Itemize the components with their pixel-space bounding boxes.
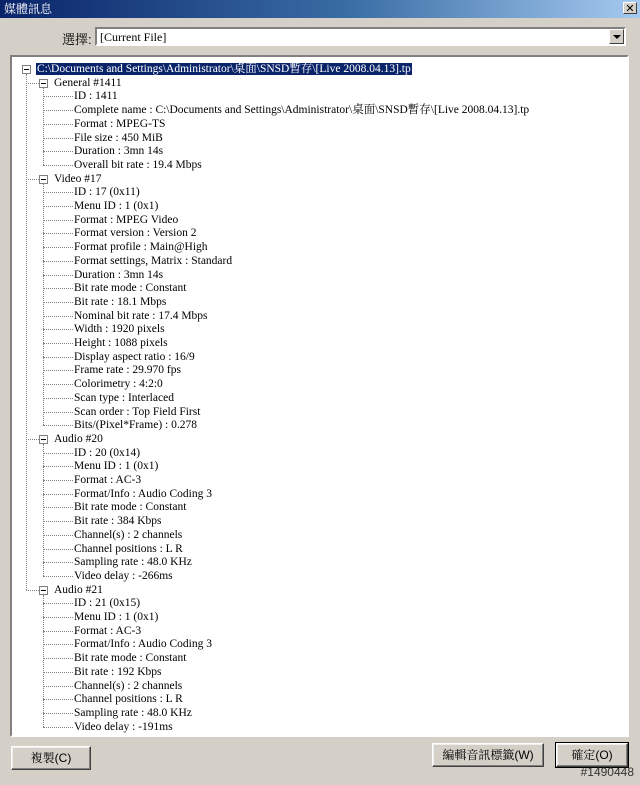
tree-item-label: Format/Info : Audio Coding 3: [74, 638, 212, 651]
tree-item-label: Bit rate : 384 Kbps: [74, 515, 162, 528]
tree-connector: [26, 179, 39, 180]
window-title: 媒體訊息: [4, 2, 53, 16]
tree-item-row[interactable]: [74, 624, 141, 638]
tree-connector: [43, 727, 73, 728]
media-info-tree[interactable]: [10, 55, 629, 737]
tree-item-label: Display aspect ratio : 16/9: [74, 350, 195, 363]
tree-group-label: Audio #21: [54, 583, 103, 596]
tree-item-row[interactable]: [74, 268, 163, 282]
tree-connector: [43, 658, 73, 659]
tree-item-row[interactable]: [74, 500, 186, 514]
tree-item-label: Format version : Version 2: [74, 227, 197, 240]
tree-item-label: Bit rate mode : Constant: [74, 282, 187, 295]
tree-connector: [43, 247, 73, 248]
tree-item-row[interactable]: [74, 637, 212, 651]
tree-item-row[interactable]: [74, 706, 192, 720]
tree-item-label: Sampling rate : 48.0 KHz: [74, 556, 192, 569]
collapse-icon[interactable]: [39, 175, 48, 184]
tree-item-row[interactable]: [74, 610, 158, 624]
tree-item-row[interactable]: [74, 569, 173, 583]
tree-item-row[interactable]: [74, 226, 196, 240]
tree-item-row[interactable]: [74, 363, 181, 377]
tree-item-row[interactable]: [74, 117, 165, 131]
tree-connector: [43, 603, 73, 604]
tree-item-label: Sampling rate : 48.0 KHz: [74, 706, 192, 719]
tree-group-row[interactable]: [54, 172, 102, 186]
tree-connector: [43, 316, 73, 317]
tree-connector: [43, 672, 73, 673]
tree-item-label: Video delay : -191ms: [74, 720, 173, 733]
tree-item-row[interactable]: [74, 185, 140, 199]
tree-connector: [26, 74, 27, 590]
tree-connector: [43, 444, 44, 576]
tree-connector: [43, 206, 73, 207]
tree-connector: [43, 521, 73, 522]
tree-group-row[interactable]: [54, 432, 103, 446]
collapse-icon[interactable]: [22, 65, 31, 74]
chevron-down-icon[interactable]: [609, 29, 624, 44]
tree-group-row[interactable]: [54, 76, 122, 90]
tree-item-label: Bits/(Pixel*Frame) : 0.278: [74, 419, 197, 432]
tree-connector: [43, 617, 73, 618]
tree-connector: [43, 357, 73, 358]
tree-item-label: Bit rate mode : Constant: [74, 652, 187, 665]
tree-connector: [43, 466, 73, 467]
tree-connector: [43, 549, 73, 550]
tree-item-row[interactable]: [74, 131, 163, 145]
tree-item-label: Bit rate mode : Constant: [74, 501, 187, 514]
selector-value: [Current File]: [100, 30, 167, 44]
edit-audio-tags-button[interactable]: [432, 743, 544, 767]
tree-item-label: ID : 17 (0x11): [74, 186, 140, 199]
tree-connector: [43, 507, 73, 508]
tree-connector: [43, 713, 73, 714]
tree-connector: [43, 302, 73, 303]
title-bar: [0, 0, 640, 18]
tree-item-row[interactable]: [74, 240, 208, 254]
tree-item-label: Channel positions : L R: [74, 542, 183, 555]
tree-item-label: Format/Info : Audio Coding 3: [74, 487, 212, 500]
tree-item-row[interactable]: [74, 459, 158, 473]
tree-item-row[interactable]: [74, 446, 140, 460]
tree-connector: [43, 480, 73, 481]
tree-item-row[interactable]: [74, 665, 162, 679]
tree-item-label: Frame rate : 29.970 fps: [74, 364, 181, 377]
tree-item-row[interactable]: [74, 651, 186, 665]
tree-item-label: Menu ID : 1 (0x1): [74, 200, 159, 212]
tree-item-row[interactable]: [74, 254, 232, 268]
tree-item-row[interactable]: [74, 322, 165, 336]
tree-item-row[interactable]: [74, 89, 118, 103]
ok-button[interactable]: [556, 743, 628, 767]
tree-item-row[interactable]: [74, 158, 202, 172]
tree-connector: [43, 398, 73, 399]
tree-item-label: Channel(s) : 2 channels: [74, 679, 183, 692]
tree-item-label: Colorimetry : 4:2:0: [74, 378, 163, 391]
tree-item-row[interactable]: [74, 418, 197, 432]
tree-connector: [43, 124, 73, 125]
tree-item-label: Scan type : Interlaced: [74, 391, 174, 404]
tree-connector: [43, 165, 73, 166]
tree-item-label: Menu ID : 1 (0x1): [74, 460, 159, 473]
tree-connector: [43, 151, 73, 152]
tree-group-label: Video #17: [54, 172, 102, 185]
tree-item-row[interactable]: [74, 336, 168, 350]
tree-connector: [26, 439, 39, 440]
copy-button-label: 複製(C): [30, 751, 72, 765]
tree-item-label: Format settings, Matrix : Standard: [74, 254, 233, 267]
tree-connector: [43, 425, 73, 426]
tree-connector: [43, 562, 73, 563]
tree-connector: [43, 275, 73, 276]
tree-item-row[interactable]: [74, 199, 158, 213]
tree-item-label: Format : AC-3: [74, 474, 142, 486]
tree-connector: [43, 494, 73, 495]
tree-item-label: Bit rate : 18.1 Mbps: [74, 295, 167, 308]
tree-connector: [43, 96, 73, 97]
tree-item-row[interactable]: [74, 555, 192, 569]
tree-connector: [43, 261, 73, 262]
tree-item-row[interactable]: [74, 350, 195, 364]
tree-item-label: File size : 450 MiB: [74, 131, 163, 144]
tree-content: [12, 57, 627, 735]
tree-root-row[interactable]: [36, 62, 412, 76]
tree-item-row[interactable]: [74, 295, 166, 309]
tree-item-label: ID : 20 (0x14): [74, 446, 141, 459]
watermark-id: #1490448: [580, 765, 634, 779]
collapse-icon[interactable]: [39, 435, 48, 444]
collapse-icon[interactable]: [39, 586, 48, 595]
tree-item-row[interactable]: [74, 405, 200, 419]
tree-item-label: Height : 1088 pixels: [74, 337, 168, 349]
tree-item-label: Scan order : Top Field First: [74, 405, 201, 418]
tree-connector: [43, 595, 44, 727]
tree-item-label: Bit rate : 192 Kbps: [74, 665, 162, 678]
tree-item-row[interactable]: [74, 281, 186, 295]
tree-item-label: Nominal bit rate : 17.4 Mbps: [74, 309, 208, 322]
tree-item-row[interactable]: [74, 528, 182, 542]
tree-item-row[interactable]: [74, 692, 183, 706]
tree-connector: [43, 384, 73, 385]
edit-audio-tags-button-label: 編輯音訊標籤(W): [442, 748, 534, 762]
ok-button-label: 確定(O): [571, 748, 613, 762]
tree-connector: [43, 631, 73, 632]
tree-connector: [43, 453, 73, 454]
tree-item-label: Complete name : C:\Documents and Settings\Administrator\桌面\SNSD暫存\[Live 2008.04.13].tp: [74, 104, 530, 117]
tree-item-row[interactable]: [74, 391, 174, 405]
tree-item-row[interactable]: [74, 487, 212, 501]
tree-connector: [43, 233, 73, 234]
tree-root-label: C:\Documents and Settings\Administrator\桌面\SNSD暫存\[Live 2008.04.13].tp: [37, 63, 411, 75]
tree-connector: [43, 88, 44, 165]
copy-button[interactable]: [11, 746, 91, 770]
tree-item-row[interactable]: [74, 213, 178, 227]
tree-connector: [43, 192, 73, 193]
tree-connector: [43, 184, 44, 426]
tree-item-label: Format : AC-3: [74, 624, 142, 637]
tree-connector: [43, 343, 73, 344]
tree-item-label: Width : 1920 pixels: [74, 323, 165, 336]
collapse-icon[interactable]: [39, 79, 48, 88]
tree-item-label: Format : MPEG-TS: [74, 117, 166, 130]
tree-item-label: Channel positions : L R: [74, 693, 183, 706]
tree-item-row[interactable]: [74, 473, 141, 487]
tree-item-row[interactable]: [74, 309, 208, 323]
tree-item-row[interactable]: [74, 377, 163, 391]
tree-item-label: Duration : 3mn 14s: [74, 268, 164, 281]
tree-item-label: Format : MPEG Video: [74, 213, 179, 226]
tree-connector: [43, 329, 73, 330]
tree-item-row[interactable]: [74, 596, 140, 610]
tree-item-row[interactable]: [74, 542, 183, 556]
tree-connector: [26, 83, 39, 84]
tree-connector: [43, 138, 73, 139]
selector-label: 選擇:: [62, 32, 92, 47]
tree-item-label: Duration : 3mn 14s: [74, 145, 164, 158]
tree-group-row[interactable]: [54, 583, 103, 597]
tree-connector: [43, 644, 73, 645]
tree-connector: [43, 288, 73, 289]
tree-item-label: Format profile : Main@High: [74, 241, 208, 254]
tree-item-row[interactable]: [74, 103, 529, 117]
tree-connector: [43, 576, 73, 577]
tree-connector: [43, 699, 73, 700]
tree-item-label: ID : 21 (0x15): [74, 597, 141, 610]
tree-connector: [43, 370, 73, 371]
tree-group-label: General #1411: [54, 76, 122, 89]
tree-connector: [43, 110, 73, 111]
tree-connector: [43, 535, 73, 536]
tree-connector: [43, 686, 73, 687]
close-icon[interactable]: ✕: [623, 2, 637, 14]
tree-item-label: Video delay : -266ms: [74, 569, 173, 582]
tree-connector: [26, 590, 39, 591]
tree-item-row[interactable]: [74, 514, 162, 528]
tree-item-label: Menu ID : 1 (0x1): [74, 611, 159, 623]
tree-connector: [43, 220, 73, 221]
tree-connector: [43, 412, 73, 413]
tree-item-row[interactable]: [74, 720, 173, 734]
tree-item-row[interactable]: [74, 679, 182, 693]
tree-item-row[interactable]: [74, 144, 163, 158]
tree-item-label: Overall bit rate : 19.4 Mbps: [74, 158, 202, 171]
tree-item-label: ID : 1411: [74, 90, 118, 103]
tree-item-label: Channel(s) : 2 channels: [74, 528, 183, 541]
tree-group-label: Audio #20: [54, 432, 103, 445]
file-selector-dropdown[interactable]: [95, 27, 626, 46]
